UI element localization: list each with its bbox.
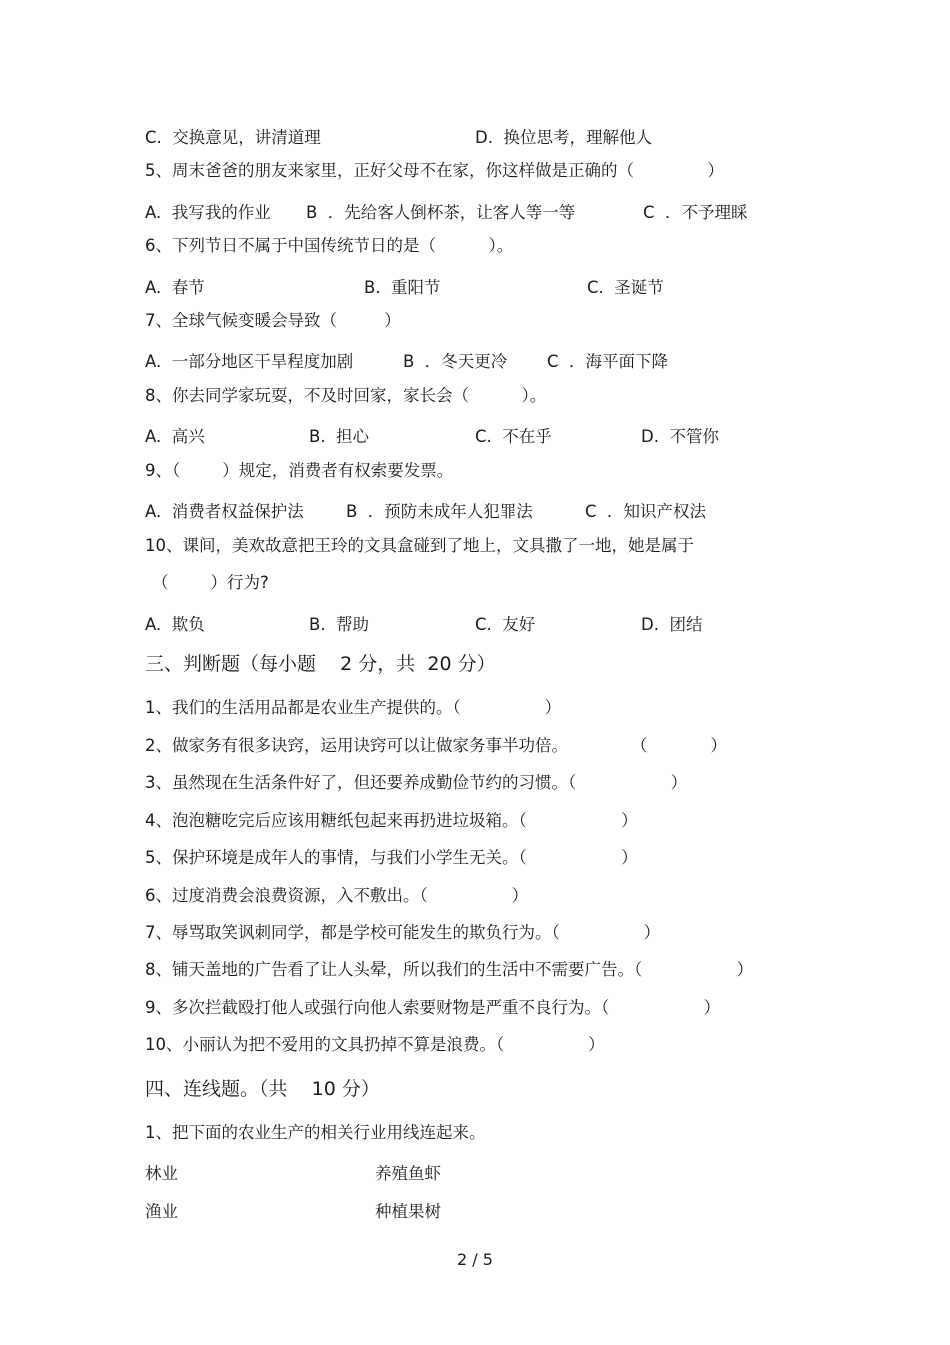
- q10-option-b: B. 帮助: [309, 615, 370, 634]
- matching-question-1: 1、把下面的农业生产的相关行业用线连起来。: [145, 1123, 486, 1142]
- matching-left-1: 林业: [145, 1164, 178, 1183]
- tf-item-1: 1、我们的生活用品都是农业生产提供的。（ ）: [145, 698, 562, 717]
- q7-option-a: A. 一部分地区干旱程度加剧: [145, 352, 354, 371]
- q5-option-c: C ．不予理睬: [643, 203, 748, 222]
- q4-option-d: D. 换位思考，理解他人: [475, 128, 652, 147]
- q5-question: 5、周末爸爸的朋友来家里，正好父母不在家，你这样做是正确的（ ）: [145, 161, 724, 180]
- q6-option-b: B. 重阳节: [364, 278, 441, 297]
- page-number: 2 / 5: [457, 1250, 493, 1269]
- q10-option-c: C. 友好: [475, 615, 536, 634]
- tf-item-9: 9、多次拦截殴打他人或强行向他人索要财物是严重不良行为。（ ）: [145, 998, 721, 1017]
- q8-question: 8、你去同学家玩耍，不及时回家，家长会（ ）。: [145, 386, 547, 405]
- q9-option-b: B ．预防未成年人犯罪法: [346, 502, 533, 521]
- q9-option-c: C ．知识产权法: [585, 502, 707, 521]
- tf-item-6: 6、过度消费会浪费资源，入不敷出。（ ）: [145, 886, 529, 905]
- q7-option-c: C ．海平面下降: [547, 352, 669, 371]
- q5-option-b: B ．先给客人倒杯茶，让客人等一等: [306, 203, 576, 222]
- tf-item-7: 7、辱骂取笑讽刺同学，都是学校可能发生的欺负行为。（ ）: [145, 923, 661, 942]
- tf-item-2: 2、做家务有很多诀窍，运用诀窍可以让做家务事半功倍。 （ ）: [145, 736, 727, 755]
- section3-title: 三、判断题（每小题 2 分，共 20 分）: [145, 653, 496, 675]
- q9-question: 9、（ ）规定，消费者有权索要发票。: [145, 461, 454, 480]
- tf-item-4: 4、泡泡糖吃完后应该用糖纸包起来再扔进垃圾箱。（ ）: [145, 811, 638, 830]
- q10-option-a: A. 欺负: [145, 615, 205, 634]
- matching-right-2: 种植果树: [375, 1202, 441, 1221]
- q8-option-c: C. 不在乎: [475, 427, 552, 446]
- tf-item-5: 5、保护环境是成年人的事情，与我们小学生无关。（ ）: [145, 848, 638, 867]
- q10-question-line2: （ ）行为?: [152, 573, 269, 592]
- q4-option-c: C. 交换意见，讲清道理: [145, 128, 321, 147]
- q6-option-a: A. 春节: [145, 278, 205, 297]
- q6-question: 6、下列节日不属于中国传统节日的是（ ）。: [145, 236, 514, 255]
- q8-option-a: A. 高兴: [145, 427, 205, 446]
- matching-left-2: 渔业: [145, 1202, 178, 1221]
- q10-question-line1: 10、课间，美欢故意把王玲的文具盒碰到了地上，文具撒了一地，她是属于: [145, 536, 694, 555]
- q8-option-b: B. 担心: [309, 427, 370, 446]
- matching-right-1: 养殖鱼虾: [375, 1164, 441, 1183]
- q5-option-a: A. 我写我的作业: [145, 203, 271, 222]
- q8-option-d: D. 不管你: [641, 427, 719, 446]
- q7-option-b: B ．冬天更冷: [403, 352, 508, 371]
- section4-title: 四、连线题。（共 10 分）: [145, 1078, 380, 1100]
- tf-item-3: 3、虽然现在生活条件好了，但还要养成勤俭节约的习惯。（ ）: [145, 773, 688, 792]
- tf-item-8: 8、铺天盖地的广告看了让人头晕，所以我们的生活中不需要广告。（ ）: [145, 960, 754, 979]
- q10-option-d: D. 团结: [641, 615, 703, 634]
- q6-option-c: C. 圣诞节: [587, 278, 664, 297]
- q7-question: 7、全球气候变暖会导致（ ）: [145, 311, 401, 330]
- tf-item-10: 10、小丽认为把不爱用的文具扔掉不算是浪费。（ ）: [145, 1035, 605, 1054]
- q9-option-a: A. 消费者权益保护法: [145, 502, 304, 521]
